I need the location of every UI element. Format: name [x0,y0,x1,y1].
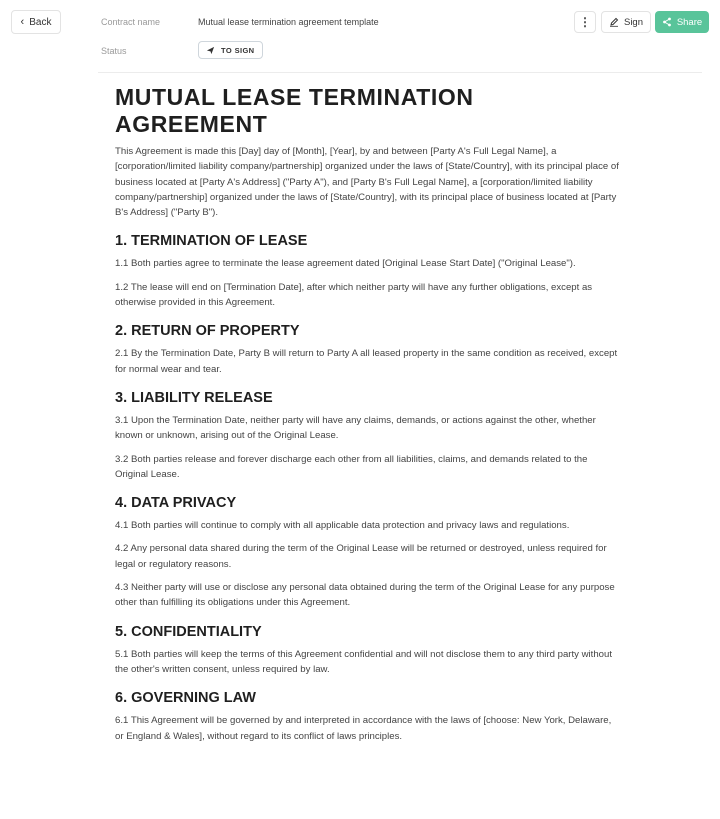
section-clause: 4.3 Neither party will use or disclose any personal data obtained during the term of the Original Lease for any purpose other than fulfilling its obligations under this Agreement. [115,582,615,609]
section-clause: 2.1 By the Termination Date, Party B will return to Party A all leased property in the same condition as received, except for normal wear and tear. [115,348,618,375]
section-heading: 2. RETURN OF PROPERTY [115,323,300,340]
section-clause: 4.2 Any personal data shared during the term of the Original Lease will be returned or destroyed, unless required for legal or regulatory reasons. [115,543,607,570]
section-heading: 6. GOVERNING LAW [115,690,256,707]
share-icon [662,17,672,27]
section-clause: 1.2 The lease will end on [Termination Date], after which neither party will have any further obligations, except as otherwise provided in this Agreement. [115,281,593,309]
section-clause: 3.2 Both parties release and forever discharge each other from all liabilities, claims, and demands related to the Original Lease. [115,453,588,480]
more-options-button[interactable] [574,11,596,33]
contract-name-label: Contract name [101,17,161,27]
paper-plane-icon [206,46,215,55]
document-body [115,84,620,752]
document-title: MUTUAL LEASE TERMINATION AGREEMENT [115,84,474,137]
section-clause: 6.1 This Agreement will be governed by and interpreted in accordance with the laws of [choose: New York, Delaware, or England & Wales], without regard to its conflict of laws principles. [115,715,612,742]
section-heading: 3. LIABILITY RELEASE [115,389,273,406]
section-clause: 1.1 Both parties agree to terminate the lease agreement dated [Original Lease Start Date] ("Original Lease"). [115,258,576,270]
section-clause: 3.1 Upon the Termination Date, neither party will have any claims, demands, or actions against the other, whether known or unknown, arising out of the Original Lease. [115,414,596,442]
status-badge[interactable] [198,41,263,59]
sign-button-label: Sign [623,16,643,28]
section-heading: 5. CONFIDENTIALITY [115,623,262,640]
share-button-label: Share [676,16,703,28]
share-button[interactable] [655,11,709,33]
chevron-left-icon: ‹ [20,15,25,28]
section-clause: 4.1 Both parties will continue to comply with all applicable data protection and privacy laws and regulations. [115,520,570,532]
section-clause: 5.1 Both parties will keep the terms of this Agreement confidential and will not disclose them to any third party without the other's written consent, unless required by law. [115,648,613,675]
section-heading: 4. DATA PRIVACY [115,495,237,512]
contract-name-value[interactable]: Mutual lease termination agreement template [198,17,379,27]
status-label: Status [101,46,127,56]
status-badge-label: TO SIGN [221,45,255,55]
vertical-ellipsis-icon: ⋮ [579,15,591,29]
sign-button[interactable] [601,11,651,33]
top-bar [0,0,720,72]
section-heading: 1. TERMINATION OF LEASE [115,233,308,250]
back-button[interactable] [11,10,61,34]
header-divider [98,72,702,73]
back-button-label: Back [29,16,52,28]
pen-icon [609,17,619,27]
document-intro: This Agreement is made this [Day] day of [Month], [Year], by and between [Party A's Full Legal Name], a [corporation/limited liability company/partnership] organized under the laws of [State/Country], with its principal place of business located at [Party A's Address] ("Party A"), and [Party B's Full Legal Name], a [corporation/limited liability company/partnership] organized under the laws of [State/Country], with its principal place of business located at [Party B's Address] ("Party B"). [115,146,619,219]
